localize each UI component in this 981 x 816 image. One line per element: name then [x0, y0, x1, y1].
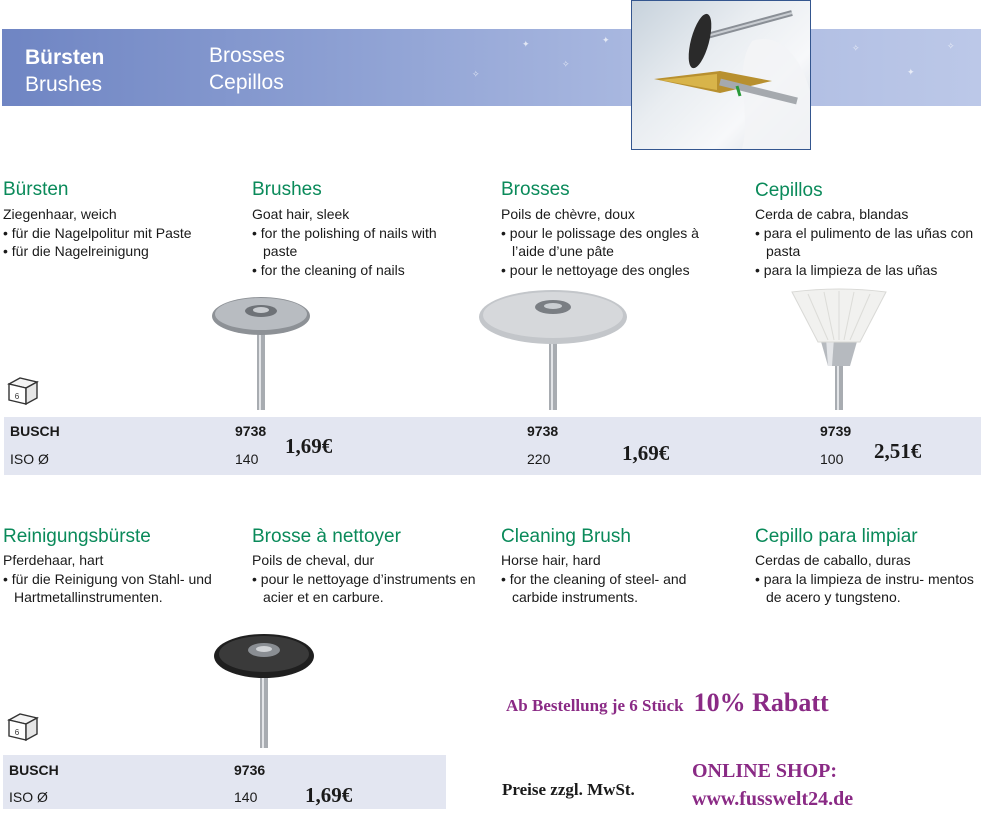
product-price: 2,51€ [874, 439, 922, 463]
brush-9738-220-image [477, 287, 629, 410]
list-item: • pour le nettoyage des ongles [501, 261, 690, 278]
section2-sub-es: Cerdas de caballo, duras [755, 552, 911, 568]
header-product-photo [631, 0, 811, 150]
promo-banner [506, 688, 829, 718]
vat-note: Preise zzgl. MwSt. [502, 780, 635, 799]
section2-desc-en [501, 551, 701, 607]
iso-label: ISO Ø [10, 451, 49, 467]
brand-label: BUSCH [10, 423, 60, 439]
product-code: 9736 [234, 762, 266, 778]
header-german [25, 44, 104, 98]
section2-desc-de [3, 551, 243, 607]
list-item: • para la limpieza de las uñas [755, 261, 938, 278]
section1-desc-es [755, 205, 975, 279]
product-iso: 100 [820, 451, 844, 467]
section1-desc-de [3, 205, 243, 261]
section2-title-fr: Brosse à nettoyer [252, 526, 401, 547]
package-box-icon [6, 710, 40, 742]
header-title-de: Bürsten [25, 46, 105, 69]
header-romance [209, 42, 285, 96]
product-code: 9738 [527, 423, 559, 439]
package-box-icon [6, 374, 40, 406]
list-item: • for the polishing of nails with paste [252, 224, 437, 259]
product-price: 1,69€ [305, 783, 353, 807]
pack-qty-label: 6 [14, 728, 20, 737]
section1-desc-en [252, 205, 452, 279]
list-item: • para la limpieza de instru- mentos de acero y tungsteno. [755, 570, 974, 605]
section2-desc-fr [252, 551, 492, 607]
promo-prefix: Ab Bestellung je 6 Stück [506, 696, 684, 715]
section1-desc-fr [501, 205, 716, 279]
pack-qty-label: 6 [14, 392, 20, 401]
online-shop-label: ONLINE SHOP: [692, 760, 838, 782]
product-iso: 220 [527, 451, 551, 467]
product-price: 1,69€ [285, 434, 333, 458]
product-iso: 140 [234, 789, 258, 805]
section2-sub-fr: Poils de cheval, dur [252, 552, 375, 568]
section2-sub-en: Horse hair, hard [501, 552, 601, 568]
product-price: 1,69€ [622, 441, 670, 465]
product-code: 9738 [235, 423, 267, 439]
header-title-en: Brushes [25, 73, 103, 96]
list-item: • für die Nagelpolitur mit Paste [3, 224, 192, 241]
section2-title-es: Cepillo para limpiar [755, 526, 918, 547]
section1-sub-de: Ziegenhaar, weich [3, 206, 117, 222]
section1-sub-fr: Poils de chèvre, doux [501, 206, 635, 222]
list-item: • for the cleaning of nails [252, 261, 405, 278]
header-title-es: Cepillos [209, 71, 284, 94]
product-iso: 140 [235, 451, 259, 467]
price-table-section2 [3, 755, 446, 809]
brush-9738-140-image [209, 292, 313, 410]
section2-title-en: Cleaning Brush [501, 526, 631, 547]
promo-discount: 10% Rabatt [693, 688, 829, 717]
online-shop [692, 757, 853, 813]
list-item: • para el pulimento de las uñas con pasta [755, 224, 974, 259]
list-item: • für die Reinigung von Stahl- und Hartmetallinstrumenten. [3, 570, 212, 605]
section1-sub-en: Goat hair, sleek [252, 206, 350, 222]
list-item: • für die Nagelreinigung [3, 243, 149, 259]
section1-title-es: Cepillos [755, 180, 823, 201]
list-item: • for the cleaning of steel- and carbide instruments. [501, 570, 687, 605]
brush-9736-image [212, 632, 316, 748]
list-item: • pour le polissage des ongles à l’aide d’une pâte [501, 224, 699, 259]
section1-title-de: Bürsten [3, 179, 69, 200]
section2-sub-de: Pferdehaar, hart [3, 552, 104, 568]
iso-label: ISO Ø [9, 789, 48, 805]
section1-title-fr: Brosses [501, 179, 570, 200]
header-title-fr: Brosses [209, 44, 285, 67]
section2-title-de: Reinigungsbürste [3, 526, 151, 547]
header-banner: ✦ ✧ ✦ ✧ ✦ ✧ ✧ [2, 29, 981, 106]
section1-sub-es: Cerda de cabra, blandas [755, 206, 909, 222]
section1-title-en: Brushes [252, 179, 322, 200]
list-item: • pour le nettoyage d’instruments en acier et en carbure. [252, 570, 476, 605]
brush-9739-image [790, 288, 888, 410]
brand-label: BUSCH [9, 762, 59, 778]
product-code: 9739 [820, 423, 852, 439]
online-shop-link[interactable]: www.fusswelt24.de [692, 788, 854, 810]
section2-desc-es [755, 551, 980, 607]
